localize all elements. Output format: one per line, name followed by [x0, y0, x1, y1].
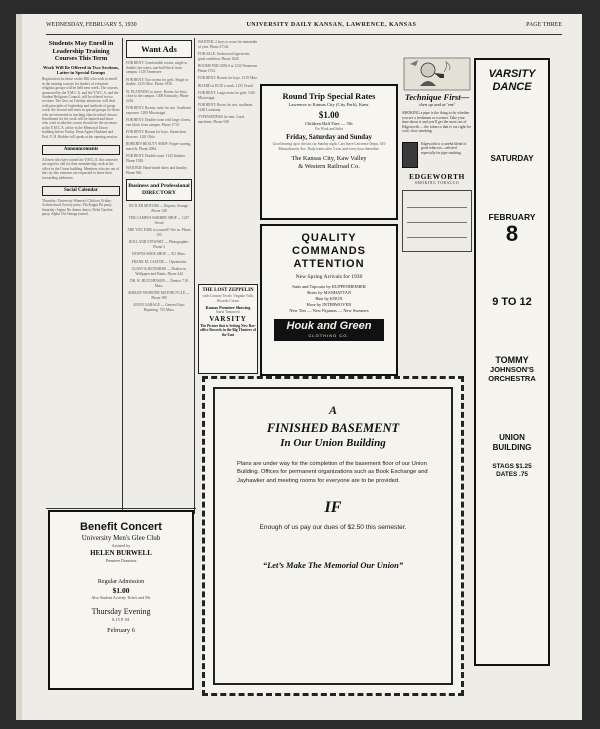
want-ad: FOR RENT: Double room. 1145 Indiana. Phone 1920. [126, 154, 186, 163]
want-ad: W. PLANNING to move. Rooms for boys, close to the campus. 1309 Kentucky. Phone 2416. [126, 89, 189, 103]
basement-inner-frame [213, 387, 453, 685]
classified-ad: FOR RENT: Room for two, southeast. 1240 Louisiana. [198, 103, 254, 112]
concert-when: Thursday Evening [91, 607, 151, 616]
quality-item: Suits and Topcoats by KUPPENHEIMER [292, 284, 366, 289]
directory-item: KNOX GARAGE — General Auto Repairing. 725 Mass. [133, 303, 185, 312]
rail-route: Lawrence to Kansas City (City Park), Kans. [288, 102, 370, 107]
finished-basement-ad [202, 376, 464, 696]
classified-ad: WANTED: 2 boys to room for remainder of year. Phone 2714J. [198, 40, 258, 49]
directory-item: GUSSY & RICHARDS — Dealers in Wallpaper and Paints. Phone 244 [131, 267, 187, 276]
zeppelin-theater: VARSITY [209, 314, 247, 323]
dance-date-num: 8 [505, 221, 519, 246]
concert-soloist: HELEN BURWELL [90, 549, 152, 557]
houk-green-logo [274, 319, 384, 341]
section-rule [46, 508, 196, 509]
rail-rates-ad [260, 84, 398, 220]
concert-time: 8:15 P. M. [111, 617, 131, 622]
column-rule [194, 38, 195, 514]
article-subhead: Work Will Be Offered in Two Sections, Latter in Special Groups [42, 64, 119, 75]
edgeworth-coupon: Edgeworth is a careful blend of good tobaccos—selected especially for pipe smoking. [421, 141, 467, 155]
announcements-heading: Announcements [42, 145, 120, 155]
basement-slogan: “Let’s Make The Memorial Our Union” [262, 560, 404, 571]
rail-children: Children Half Fare — 50c [304, 121, 354, 126]
announcements-body: All men who have joined the Y.M.C.A. this semester are urged to call for their membership cards at the office in the Union building. Members who are out of the city this semester are requested to leave their forwarding addresses. [42, 158, 120, 180]
concert-admission-label: Regular Admission [97, 579, 145, 585]
concert-subtitle: University Men's Glee Club [81, 534, 161, 542]
directory-item: FRANK M. CASTOR — Optometrist [131, 259, 187, 264]
directory-title: Business and Professional DIRECTORY [128, 183, 190, 196]
zeppelin-stars: with Conway Tearle, Virginia Valli, Ricardo Cortez [202, 294, 254, 303]
masthead-page: PAGE THREE [526, 22, 562, 28]
technique-title: Technique First— [404, 92, 470, 102]
band-line-2: JOHNSON'S [490, 365, 534, 374]
quality-line-3: ATTENTION [293, 258, 365, 270]
dance-line-2: DANCE [492, 81, 532, 93]
want-ad: FOR RENT: Comfortable rooms, single or double; hot water, one-half block from campus. 1120 Tennessee. [126, 61, 188, 74]
dance-stags: STAGS $1.25 [492, 463, 532, 470]
benefit-concert-ad [48, 510, 194, 690]
social-calendar-heading: Social Calendar [42, 186, 120, 196]
article-body: Registration for those on the Hill who wish to enroll in the training courses for leaders of volunteer religious groups will be held next week. The courses, sponsored by the Y.M.C.A. and the Y.W.C.A. and the Student Religious Council, will be offered in two sections. The first, on Tuesday afternoon, will deal with principles of leadership and methods of group work; the second will meet in special groups for those who are interested in teaching church school classes. Enrollment for the work will be limited and those who wish to take the course should see the secretary at the Y.M.C.A. office in the Memorial Union building before Friday. Dean Agnes Husband and Prof. F. H. Hodder will speak at the opening session. [42, 77, 120, 139]
dance-line-1: VARSITY [488, 68, 536, 80]
dance-dates: DATES .75 [496, 471, 528, 478]
basement-a: A [328, 403, 337, 417]
edgeworth-sub: SMOKING TOBACCO [414, 180, 460, 185]
dance-month: FEBRUARY [488, 212, 536, 222]
store-name: Houk and Green [286, 320, 372, 332]
binding-strip [16, 14, 22, 720]
directory-item: ROLLAND STEWART — Photographer. Phone 3 [129, 240, 189, 249]
rail-days: Friday, Saturday and Sunday [286, 134, 372, 142]
classified-ad: FOR RENT: Rooms for boys. 1319 Ohio. [198, 76, 258, 80]
technique-sub: then up and at 'em! [419, 102, 455, 107]
venue-line-2: BUILDING [492, 443, 532, 452]
want-ad: ROBERTS BEAUTY SHOP: Finger waving, marcels. Phone 2084. [126, 142, 192, 151]
directory-item: THE CAMPUS BARBER SHOP — 1237 Oread [128, 216, 190, 225]
technique-body: SMOKING a pipe is the thing to do whether you are a freshman or a senior. Take your time about it and you'll get the most out of Edgeworth — the tobacco that is cut right for cool, slow smoking. [402, 111, 471, 134]
coupon-line [407, 214, 467, 223]
directory-item: DR. W. HUTCHINSON — Dentist. 718 Mass. [130, 279, 188, 288]
want-ad: WANTED: Hand-tinted shirts and laundry. Phone 946. [126, 166, 188, 175]
masthead-date: WEDNESDAY, FEBRUARY 5, 1930 [46, 22, 137, 28]
technique-ad [402, 54, 472, 374]
zeppelin-ad [198, 284, 258, 374]
basement-dues: Enough of us pay our dues of $2.50 this semester. [259, 524, 407, 532]
concert-assist: Assisted by [111, 543, 131, 548]
want-ads-header [126, 40, 192, 58]
edgeworth-row [402, 142, 472, 168]
zeppelin-starts: Starts Tomorrow [215, 310, 241, 315]
quality-item: Shirts by MANHATTAN [306, 290, 352, 295]
column-rule [122, 38, 123, 514]
article-headline: Students May Enroll in Leadership Training Courses This Term [48, 40, 114, 62]
concert-extra: Also Student Activity Ticket and 50c [91, 595, 151, 600]
venue-line-1: UNION [499, 433, 525, 442]
want-ad: FOR RENT: Rooms for boys. Steam heat, showers. 1101 Ohio. [126, 130, 187, 139]
classified-ad: BOARD at $5.50 a week. 1233 Oread. [198, 83, 254, 88]
want-ad: FOR RENT: Rooms, suite for two. Southeast exposure. 1200 Mississippi. [126, 106, 191, 115]
directory-item: SHELBY WEBSTER MOTORCYCLE — Phone 180 [128, 291, 190, 300]
dance-time: 9 TO 12 [492, 296, 532, 308]
zeppelin-blurb: The Picture that is Setting New Box-office Records in the Big Theaters of the East [200, 323, 256, 337]
coupon-line [407, 229, 467, 238]
tobacco-tin-icon [402, 142, 418, 168]
basement-title-1: FINISHED BASEMENT [266, 421, 400, 435]
basement-body: Plans are under way for the completion of the basement floor of our Union Building. Offices for permanent organizations such as Book Exchange and Jayhawker and meeting rooms for everyone are to be provided. [237, 461, 428, 484]
basement-if: IF [324, 499, 342, 517]
masthead [46, 22, 562, 35]
rail-company-2: & Western Railroad Co. [298, 163, 360, 171]
concert-title: Benefit Concert [80, 521, 162, 533]
store-sub: CLOTHING CO. [308, 333, 350, 338]
directory-header [126, 179, 192, 201]
social-calendar-body: Thursday: University Women's Club tea. Friday: Architectural Society party; Phi Kappa Psi party. Saturday: Sigma Nu dinner dance; Delta Upsilon party; Alpha Chi Omega formal. [42, 199, 113, 217]
newspaper-page [16, 14, 582, 720]
directory-item: ARE YOU FAIR to yourself? See us. Phone 193 [127, 228, 191, 237]
edgeworth-brand: EDGEWORTH [409, 171, 465, 181]
pipe-smoker-illustration [402, 54, 472, 92]
classified-ad: FOR SALE: Underwood typewriter, good condition. Phone 1628. [198, 52, 251, 61]
coupon-form [402, 190, 472, 252]
rail-company-1: The Kansas City, Kaw Valley [291, 155, 367, 163]
quality-ad [260, 224, 398, 376]
varsity-dance-ad [474, 58, 550, 666]
zeppelin-premiere: Kansas Premiere Showing [205, 305, 251, 311]
article-column [42, 40, 120, 512]
want-ads-column [126, 40, 192, 510]
band-line-3: ORCHESTRA [488, 374, 536, 383]
classified-ad: ROOMS FOR GIRLS at 1234 Tennessee. Phone 1912. [198, 64, 258, 73]
concert-date: February 6 [107, 627, 135, 634]
directory-item: DOWNS SHOE SHOP — 911 Mass. [132, 252, 186, 256]
want-ad: FOR RENT: Two rooms for girls. Single or double. 1225 Ohio. Phone 1938. [126, 77, 189, 86]
masthead-title: UNIVERSITY DAILY KANSAN, LAWRENCE, KANSAS [246, 22, 417, 28]
coupon-line [407, 199, 467, 208]
rail-title: Round Trip Special Rates [282, 91, 376, 101]
concert-soloist-role: Premiere Danseuse [105, 558, 137, 563]
want-ad: FOR RENT: Double room with large closets, one block from campus. Phone 1710. [126, 118, 191, 127]
quality-item: New Ties — New Pajamas — New Sweaters [289, 308, 369, 313]
rail-price: $1.00 [318, 110, 340, 120]
quality-line-2: COMMANDS [292, 245, 366, 257]
directory-item: BUTLER MOTORS — Repairs, Storage. Phone 148 [129, 204, 189, 213]
classified-ad: TYPEWRITERS for rent. Good machines. Phone 548. [198, 115, 245, 124]
pipe-smoker-icon [402, 54, 472, 92]
quality-sub: New Spring Arrivals for 1930 [295, 274, 363, 280]
zeppelin-title: THE LOST ZEPPELIN [202, 288, 254, 293]
quality-line-1: QUALITY [301, 232, 357, 244]
quality-item: Hats by KNOX [315, 296, 343, 301]
concert-admission-price: $1.00 [112, 586, 130, 595]
band-line-1: TOMMY [495, 355, 529, 365]
rail-for: For Work and Sales [314, 126, 344, 131]
classified-ad: FOR RENT: Large room for girls. 1016 Mississippi. [198, 91, 256, 100]
rail-details: Good leaving up to the last car Sunday night. Cars leave Lawrence Depot, 610 Massachusetts Ave. Daily trains after 5 a.m. and every hour thereafter. [272, 142, 386, 151]
want-ads-title: Want Ads [141, 44, 177, 54]
basement-title-2: In Our Union Building [280, 437, 386, 449]
dance-day: SATURDAY [490, 154, 534, 163]
quality-item: Hose by INTERWOVEN [306, 302, 352, 307]
